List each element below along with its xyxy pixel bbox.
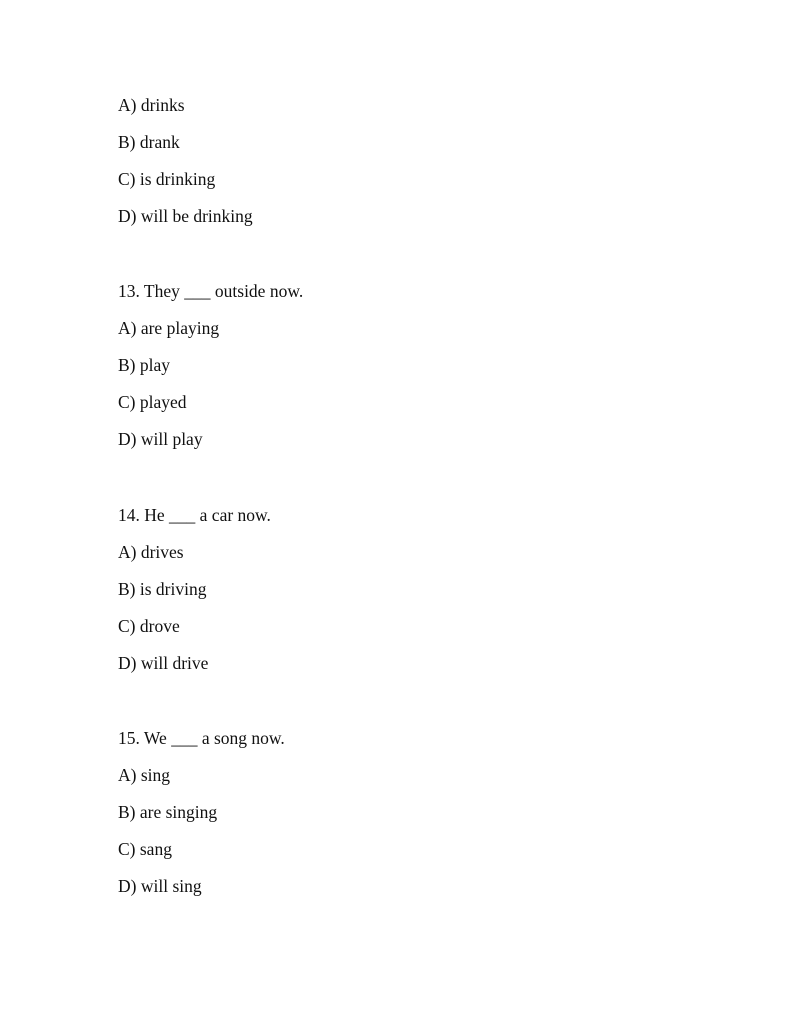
option-c: C) sang bbox=[118, 839, 172, 859]
option-b: B) drank bbox=[118, 132, 180, 152]
question-15: 15. We ___ a song now. bbox=[118, 728, 285, 748]
question-14: 14. He ___ a car now. bbox=[118, 505, 271, 525]
option-c: C) played bbox=[118, 392, 187, 412]
option-a: A) drinks bbox=[118, 95, 185, 115]
option-a: A) are playing bbox=[118, 318, 220, 338]
option-a: A) sing bbox=[118, 765, 171, 785]
option-b: B) is driving bbox=[118, 579, 207, 599]
option-d: D) will be drinking bbox=[118, 206, 253, 226]
option-d: D) will sing bbox=[118, 876, 202, 896]
option-c: C) drove bbox=[118, 616, 180, 636]
option-b: B) play bbox=[118, 355, 171, 375]
option-b: B) are singing bbox=[118, 802, 218, 822]
option-c: C) is drinking bbox=[118, 169, 216, 189]
option-a: A) drives bbox=[118, 542, 184, 562]
question-13: 13. They ___ outside now. bbox=[118, 281, 304, 301]
option-d: D) will drive bbox=[118, 653, 209, 673]
option-d: D) will play bbox=[118, 429, 203, 449]
